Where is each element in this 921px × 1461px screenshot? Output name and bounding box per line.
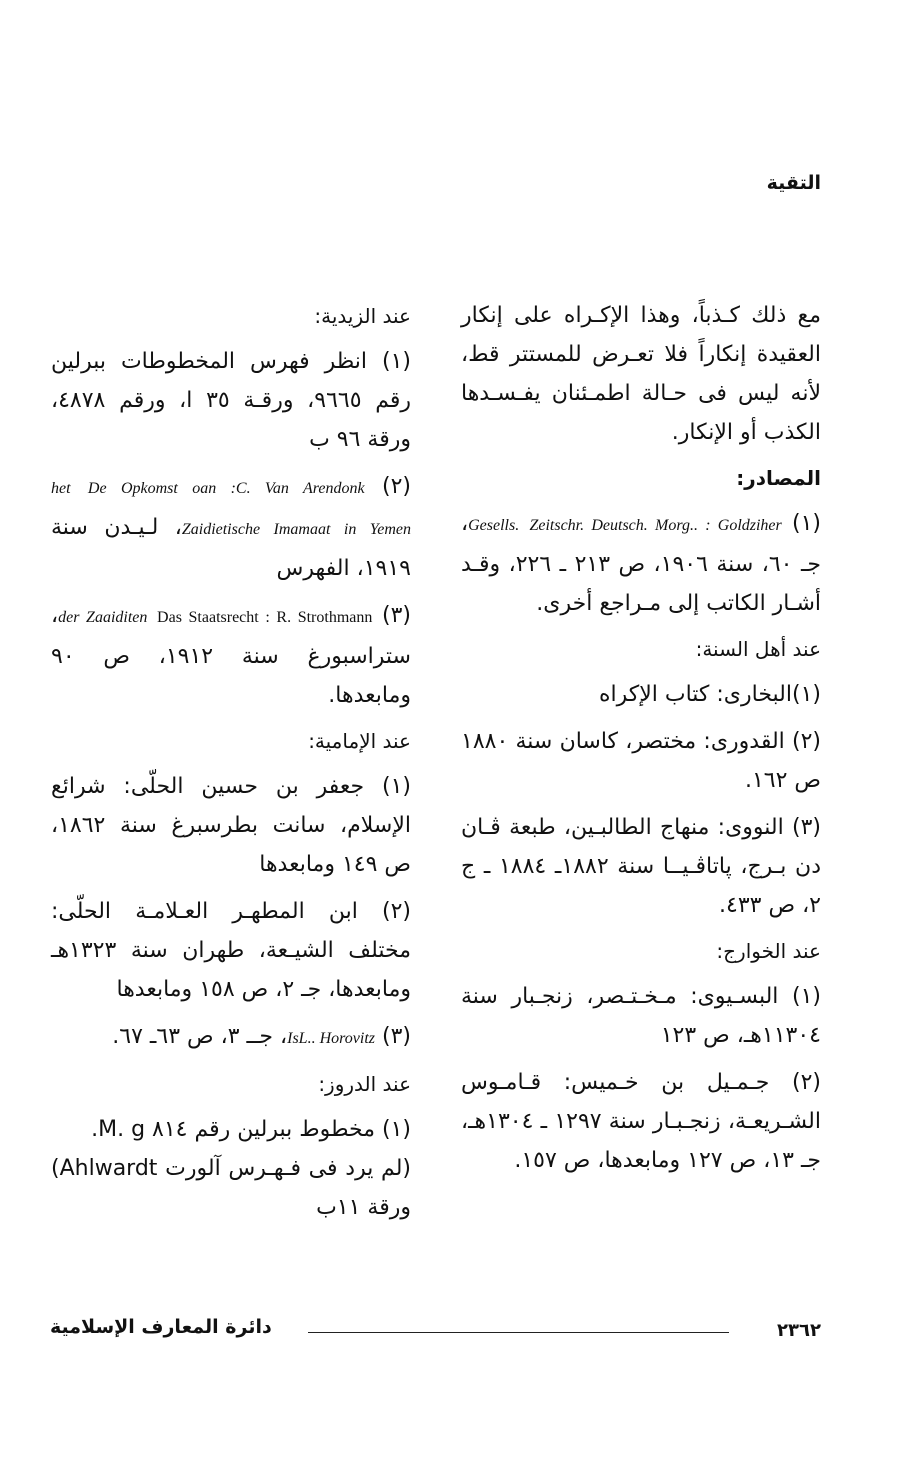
page-number: ٢٣٦٢ <box>777 1320 821 1341</box>
footer-rule <box>308 1332 729 1333</box>
ref-text: ، لـيـدن سنة ١٩١٩، الفهرس <box>51 515 411 581</box>
khawarij-heading: عند الخوارج: <box>716 939 821 963</box>
ref-latin-title <box>529 517 781 534</box>
zaydi-ref-1: (١) انظر فهرس المخطوطات ببرلين رقم ٩٦٦٥، ورقـة ٣٥ ا، ورقم ٤٨٧٨، ورقة ٩٦ ب <box>51 349 411 452</box>
zaydi-ref-3 <box>51 596 411 715</box>
ref-text: ، ستراسبورغ سنة ١٩١٢، ص ٩٠ ومابعدها. <box>51 603 411 708</box>
druze-ref-1: (١) مخطوط ببرلين رقم ٨١٤ M. g. <box>91 1117 411 1142</box>
reference-goldziher <box>461 504 821 623</box>
right-column <box>461 296 821 1188</box>
ref-latin-title-cont: der Zaaiditen <box>58 609 148 626</box>
ref-number: (١) <box>792 511 822 536</box>
sunni-ref-2: (٢) القدورى: مختصر، كاسان سنة ١٨٨٠ ص ١٦٢. <box>461 729 821 793</box>
ref-number: (٣) <box>381 1024 411 1049</box>
page-footer <box>50 1316 821 1346</box>
ref-text: ، جــ ٣، ص ٦٣ـ ٦٧. <box>112 1024 288 1049</box>
khawarij-ref-1: (١) البسـيوى: مـخـتـصر، زنجـبار سنة ١١٣٠٤هـ، ص ١٢٣ <box>461 984 821 1048</box>
ref-number: (٣) <box>382 603 412 628</box>
ref-number: (٢) <box>382 474 412 499</box>
sunni-ref-3: (٣) النووى: منهاج الطالبـين، طبعة ڤـان دن بـرج، پاتاڤـيــا سنة ١٨٨٢ـ ١٨٨٤ ـ ج ٢، ص ٤٣٣. <box>461 815 821 918</box>
running-header: التقية <box>766 172 821 194</box>
imami-ref-3 <box>51 1017 411 1058</box>
ref-latin-title: Das Staatsrecht : R. Strothmann <box>157 609 373 626</box>
zaydi-ref-2 <box>51 467 411 588</box>
sunni-ref-1: (١)البخارى: كتاب الإكراه <box>598 682 821 707</box>
khawarij-ref-2: (٢) جـمـيل بن خـميس: قـامـوس الشـريعـة، زنجـبـار سنة ١٢٩٧ ـ ١٣٠٤هـ، جـ ١٣، ص ١٢٧ ومابعدها، ص ١٥٧. <box>461 1070 821 1173</box>
ref-text: ، جـ ٦٠، سنة ١٩٠٦، ص ٢١٣ ـ ٢٢٦، وقـد أشـار الكاتب إلى مـراجع أخرى. <box>461 511 821 616</box>
druze-heading: عند الدروز: <box>318 1072 411 1096</box>
ref-latin-title-text: Zeitschr. Deutsch. Morg.. : Goldziher <box>529 517 782 534</box>
zaydi-heading: عند الزيدية: <box>314 304 411 328</box>
sunni-heading: عند أهل السنة: <box>695 637 821 661</box>
imami-heading: عند الإمامية: <box>308 729 411 753</box>
sources-heading: المصادر: <box>736 466 821 490</box>
ref-latin-title: De Opkomst oan :C. Van Arendonk <box>87 480 365 497</box>
imami-ref-2: (٢) ابن المطهـر العـلامـة الحلّى: مختلف الشيـعة، طهران سنة ١٣٢٣هـ ومابعدها، جـ ٢، ص ١٥٨ ومابعدها <box>51 899 411 1002</box>
druze-ref-1-note: (لم يرد فى فـهـرس آلورت Ahlwardt) ورقة ١١ب <box>51 1156 411 1220</box>
ref-latin-title: IsL.. Horovitz <box>287 1030 375 1047</box>
footer-title: دائرة المعارف الإسلامية <box>50 1316 272 1338</box>
left-column <box>51 296 411 1235</box>
ref-latin-title-cont: het Zaidietische Imamaat in Yemen <box>51 480 411 538</box>
imami-ref-1: (١) جعفر بن حسين الحلّى: شرائع الإسلام، سانت بطرسبرغ سنة ١٨٦٢، ص ١٤٩ ومابعدها <box>51 774 411 877</box>
ref-latin-title-cont: Gesells. <box>468 517 520 534</box>
intro-paragraph: مع ذلك كـذباً، وهذا الإكـراه على إنكار العقيدة إنكاراً فلا تعـرض للمستتر قط، لأنه ليس فى حـالة اطمـئنان يفـسـدها الكذب أو الإنكار. <box>461 303 821 445</box>
